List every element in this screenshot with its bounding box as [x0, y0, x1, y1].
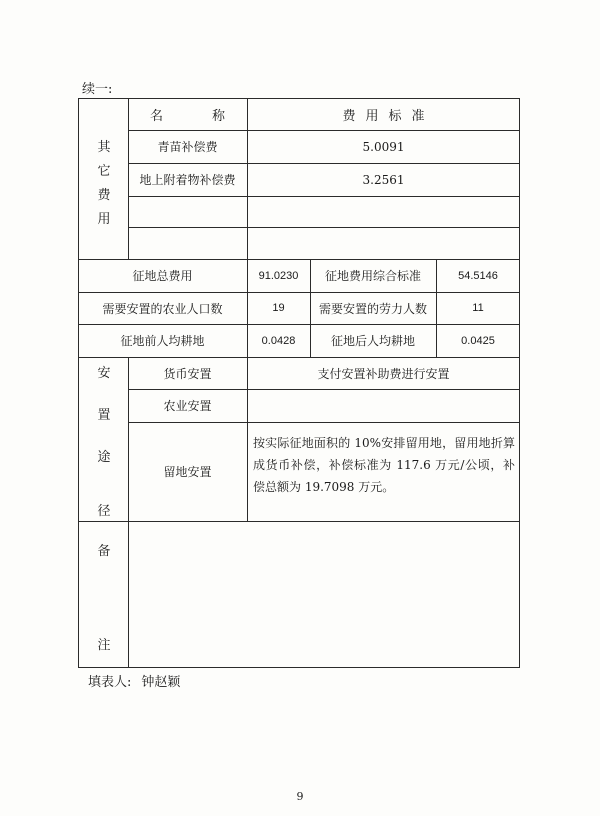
header-standard-char: 用 [365, 108, 379, 124]
monetary-resettlement-label: 货币安置 [163, 366, 212, 381]
other-costs-label: 费 [97, 188, 111, 203]
resettlement-label: 径 [97, 504, 111, 519]
cost-item-name: 地上附着物补偿费 [139, 173, 236, 187]
filler-name: 钟赵颖 [141, 675, 181, 690]
cost-item-value [247, 227, 520, 259]
resettlement-label: 置 [97, 408, 111, 423]
remarks-area [129, 522, 519, 667]
arable-before-value: 0.0428 [261, 334, 296, 347]
labor-count-label: 需要安置的劳力人数 [318, 301, 427, 316]
header-standard [247, 98, 520, 130]
other-costs-label: 其 [97, 140, 111, 155]
header-name-char: 名 [150, 108, 164, 124]
agricultural-resettlement-value [247, 389, 520, 422]
remarks-label: 注 [97, 638, 111, 653]
cost-item-name: 青苗补偿费 [157, 140, 218, 154]
ag-population-label: 需要安置的农业人口数 [102, 301, 223, 316]
composite-standard-label: 征地费用综合标准 [324, 269, 421, 283]
other-costs-label: 用 [97, 212, 111, 227]
arable-before-label: 征地前人均耕地 [120, 334, 205, 348]
monetary-resettlement-value: 支付安置补助费进行安置 [317, 366, 450, 381]
reserved-land-label: 留地安置 [163, 465, 212, 479]
other-costs-label: 它 [97, 164, 111, 179]
header-standard-char: 费 [342, 108, 356, 124]
cost-item-value [247, 196, 520, 227]
header-name-char: 称 [211, 108, 225, 124]
labor-count-value: 11 [472, 302, 484, 314]
arable-after-label: 征地后人均耕地 [330, 334, 415, 348]
cost-item-name [128, 196, 247, 227]
header-standard-char: 准 [411, 108, 425, 124]
resettlement-label: 安 [97, 366, 111, 381]
cost-item-name [128, 227, 247, 259]
header-name [128, 98, 247, 130]
reserved-land-value: 按实际征地面积的 10%安排留用地，留用地折算成货币补偿，补偿标准为 117.6 万元/公顷，补偿总额为 19.7098 万元。 [253, 436, 515, 494]
arable-after-value: 0.0425 [461, 334, 495, 347]
resettlement-label: 途 [97, 450, 111, 465]
continuation-label: 续一: [82, 82, 113, 97]
cost-item-value: 3.2561 [362, 172, 405, 187]
header-standard-char: 标 [388, 108, 402, 124]
form-filler [88, 671, 180, 690]
total-cost-label: 征地总费用 [132, 269, 193, 283]
total-cost-value: 91.0230 [258, 269, 299, 282]
cost-item-value: 5.0091 [362, 139, 405, 154]
composite-standard-value: 54.5146 [458, 269, 498, 282]
ag-population-value: 19 [272, 302, 285, 314]
page-number: 9 [296, 790, 304, 803]
remarks-label: 备 [97, 544, 111, 559]
filler-label: 填表人: [88, 675, 132, 690]
agricultural-resettlement-label: 农业安置 [163, 399, 212, 413]
